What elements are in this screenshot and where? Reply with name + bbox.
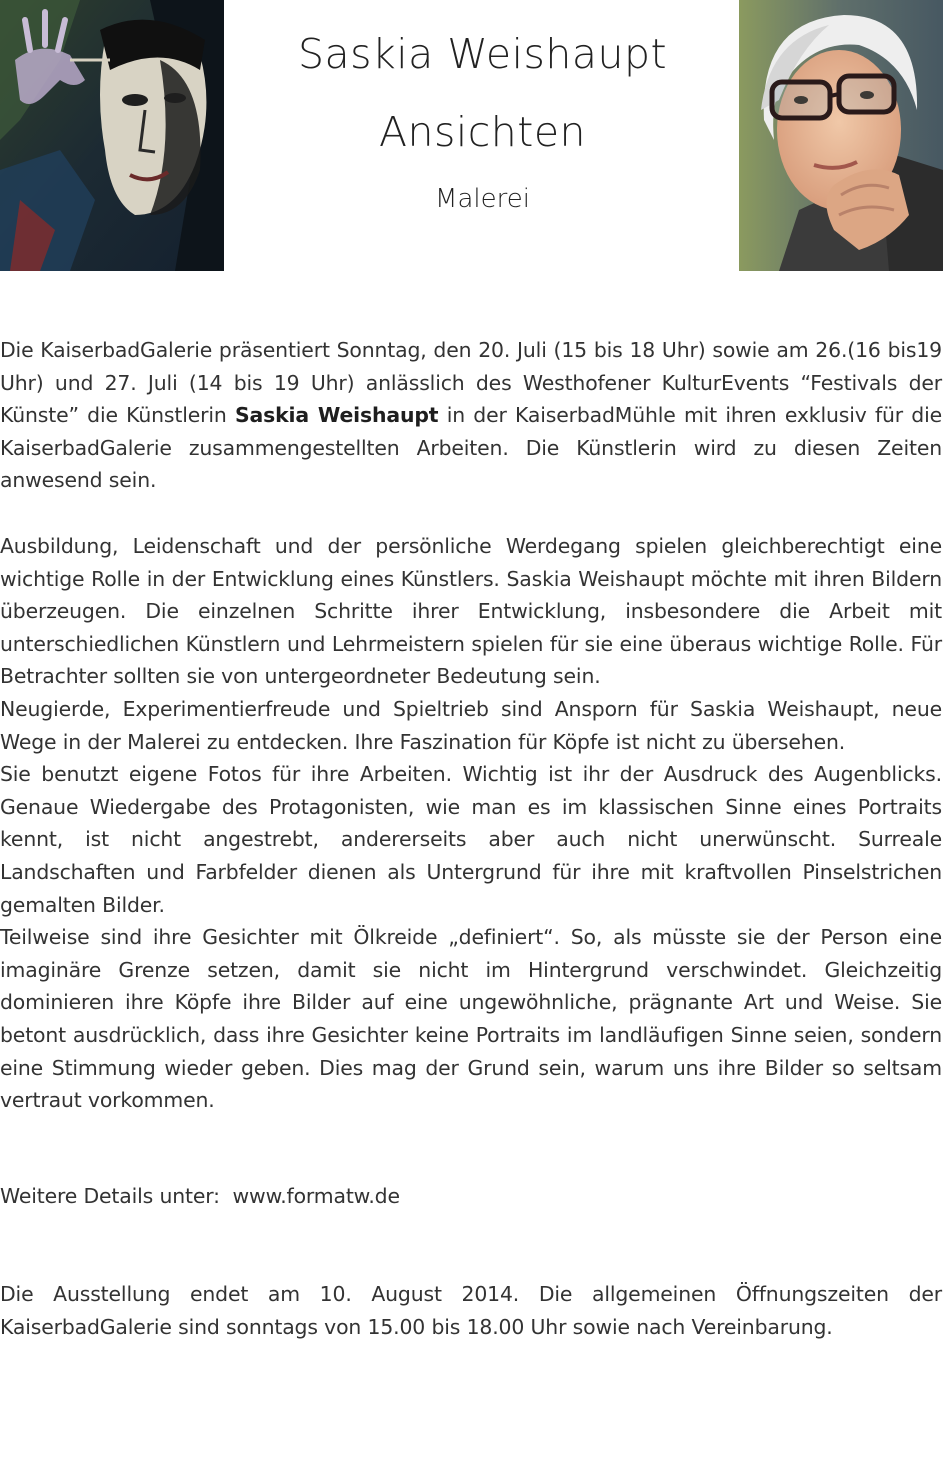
artist-portrait-photo: [739, 0, 943, 271]
intro-paragraph: [0, 334, 942, 497]
intro-text-before: Die KaiserbadGalerie präsentiert Sonntag, den 20. Juli (15 bis 18 Uhr) sowie am 26.(16 bis19 Uhr) und 27. Juli (14 bis 19 Uhr) anlässlich des Westhofener KulturEvents “Festivals der Künste” die Künstlerin: [0, 338, 942, 428]
details-label: Weitere Details unter:: [0, 1184, 220, 1208]
description-section: [0, 530, 942, 1117]
closing-text: Die Ausstellung endet am 10. August 2014. Die allgemeinen Öffnungszeiten der KaiserbadGalerie sind sonntags von 15.00 bis 18.00 Uhr sowie nach Vereinbarung.: [0, 1282, 942, 1339]
description-paragraph: Neugierde, Experimentierfreude und Spieltrieb sind Ansporn für Saskia Weishaupt, neue Wege in der Malerei zu entdecken. Ihre Faszination für Köpfe ist nicht zu übersehen.: [0, 696, 942, 754]
artist-name-highlight: Saskia Weishaupt: [234, 403, 439, 428]
details-line: [0, 1180, 942, 1213]
intro-text-after: in der KaiserbadMühle mit ihren exklusiv für die KaiserbadGalerie zusammengestellten Arbeiten. Die Künstlerin wird zu diesen Zeiten anwesend sein.: [0, 403, 942, 493]
description-paragraph: Sie benutzt eigene Fotos für ihre Arbeiten. Wichtig ist ihr der Ausdruck des Augenblicks. Genaue Wiedergabe des Protagonisten, wie man es im klassischen Sinne eines Portraits kennt, ist nicht angestrebt, andererseits aber auch nicht unerwünscht. Surreale Landschaften und Farbfelder dienen als Untergrund für ihre mit kraftvollen Pinselstrichen gemalten Bilder.: [0, 762, 942, 917]
medium-subtitle: Malerei: [435, 184, 530, 214]
closing-paragraph: [0, 1278, 942, 1343]
description-paragraph: Teilweise sind ihre Gesichter mit Ölkreide „definiert“. So, als müsste sie der Person eine imaginäre Grenze setzen, damit sie nicht im Hintergrund verschwindet. Gleichzeitig dominieren ihre Köpfe ihre Bilder auf eine ungewöhnliche, prägnante Art und Weise. Sie betont ausdrücklich, dass ihre Gesichter keine Portraits im landläufigen Sinne seien, sondern eine Stimmung wieder geben. Dies mag der Grund sein, warum uns ihre Bilder so seltsam vertraut vorkommen.: [0, 925, 942, 1113]
painting-image: [0, 0, 224, 271]
artist-title: Saskia Weishaupt: [297, 30, 668, 78]
exhibition-title: Ansichten: [378, 108, 587, 156]
description-paragraph: Ausbildung, Leidenschaft und der persönliche Werdegang spielen gleichberechtigt eine wichtige Rolle in der Entwicklung eines Künstlers. Saskia Weishaupt möchte mit ihren Bildern überzeugen. Die einzelnen Schritte ihrer Entwicklung, insbesondere die Arbeit mit unterschiedlichen Künstlern und Lehrmeistern spielen für sie eine überaus wichtige Rolle. Für Betrachter sollten sie von untergeordneter Bedeutung sein.: [0, 534, 942, 689]
website-link[interactable]: www.formatw.de: [232, 1184, 400, 1208]
